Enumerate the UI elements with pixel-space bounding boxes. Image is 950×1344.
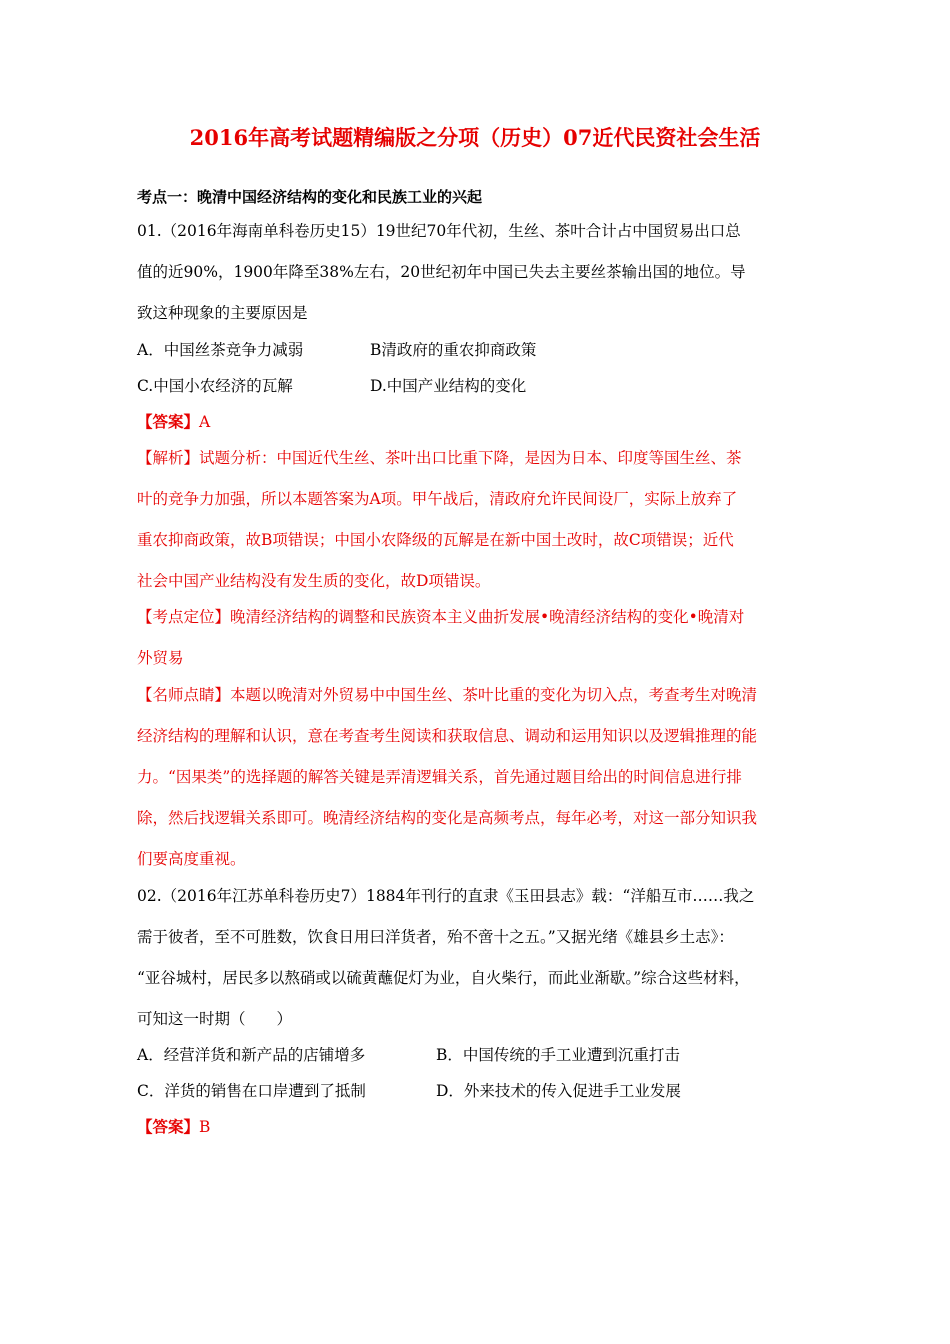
q2-option-a: A．经营洋货和新产品的店铺增多 bbox=[137, 1046, 366, 1064]
q1-answer-value: A bbox=[199, 413, 211, 431]
q1-analysis-line-2: 叶的竞争力加强，所以本题答案为A项。甲午战后，清政府允许民间设厂，实际上放弃了 bbox=[137, 490, 738, 508]
q2-answer bbox=[137, 1117, 210, 1137]
q2-option-d: D．外来技术的传入促进手工业发展 bbox=[436, 1082, 681, 1100]
q1-mingshi-line-4: 除，然后找逻辑关系即可。晚清经济结构的变化是高频考点，每年必考，对这一部分知识我 bbox=[137, 809, 758, 827]
q1-kaodian-line-2: 外贸易 bbox=[137, 649, 184, 667]
q2-answer-value: B bbox=[199, 1118, 211, 1136]
q2-options-row-1 bbox=[137, 1045, 837, 1065]
q1-analysis-line-3: 重农抑商政策，故B项错误；中国小农降级的瓦解是在新中国土改时，故C项错误；近代 bbox=[137, 531, 734, 549]
q2-stem-line-2: 需于彼者，至不可胜数，饮食日用曰洋货者，殆不啻十之五。”又据光绪《雄县乡土志》： bbox=[137, 928, 734, 946]
q1-option-c: C.中国小农经济的瓦解 bbox=[137, 377, 293, 395]
q1-analysis-line-4: 社会中国产业结构没有发生质的变化，故D项错误。 bbox=[137, 572, 491, 590]
q2-answer-tag: 【答案】 bbox=[137, 1117, 200, 1136]
q1-mingshi-line-2: 经济结构的理解和认识，意在考查考生阅读和获取信息、调动和运用知识以及逻辑推理的能 bbox=[137, 727, 758, 745]
q1-option-d: D.中国产业结构的变化 bbox=[370, 377, 527, 395]
q1-answer-tag: 【答案】 bbox=[137, 412, 200, 431]
q2-stem-line-1: 02.（2016年江苏单科卷历史7）1884年刊行的直隶《玉田县志》载：“洋船互市……我之 bbox=[137, 887, 755, 905]
q2-options-row-2 bbox=[137, 1081, 837, 1101]
q2-option-c: C．洋货的销售在口岸遭到了抵制 bbox=[137, 1082, 366, 1100]
q1-option-b: B清政府的重农抑商政策 bbox=[370, 341, 537, 359]
q1-mingshi-line-1: 【名师点睛】本题以晚清对外贸易中中国生丝、茶叶比重的变化为切入点，考查考生对晚清 bbox=[137, 686, 758, 704]
q1-answer bbox=[137, 412, 210, 432]
q2-stem-line-3: “亚谷城村，居民多以熬硝或以硫黄蘸促灯为业，自火柴行，而此业渐歇。”综合这些材料， bbox=[137, 969, 750, 987]
q2-stem-line-4: 可知这一时期（ ） bbox=[137, 1010, 293, 1028]
q1-option-a: A．中国丝茶竞争力减弱 bbox=[137, 341, 304, 359]
q1-options-row-2 bbox=[137, 376, 837, 396]
q1-analysis-line-1: 【解析】试题分析：中国近代生丝、茶叶出口比重下降，是因为日本、印度等国生丝、茶 bbox=[137, 449, 742, 467]
q1-mingshi-line-3: 力。“因果类”的选择题的解答关键是弄清逻辑关系，首先通过题目给出的时间信息进行排 bbox=[137, 768, 742, 786]
q1-options-row-1 bbox=[137, 340, 837, 360]
q2-option-b: B．中国传统的手工业遭到沉重打击 bbox=[436, 1046, 680, 1064]
q1-stem-line-2: 值的近90%，1900年降至38%左右，20世纪初年中国已失去主要丝茶输出国的地位。导 bbox=[137, 263, 746, 281]
q1-stem-line-1: 01.（2016年海南单科卷历史15）19世纪70年代初，生丝、茶叶合计占中国贸易出口总 bbox=[137, 222, 741, 240]
q1-stem-line-3: 致这种现象的主要原因是 bbox=[137, 304, 308, 322]
q1-mingshi-line-5: 们要高度重视。 bbox=[137, 850, 246, 868]
document-title: 2016年高考试题精编版之分项（历史）07近代民资社会生活 bbox=[189, 125, 761, 150]
q1-kaodian-line-1: 【考点定位】晚清经济结构的调整和民族资本主义曲折发展•晚清经济结构的变化•晚清对 bbox=[137, 608, 745, 626]
section-heading: 考点一：晚清中国经济结构的变化和民族工业的兴起 bbox=[137, 188, 483, 206]
